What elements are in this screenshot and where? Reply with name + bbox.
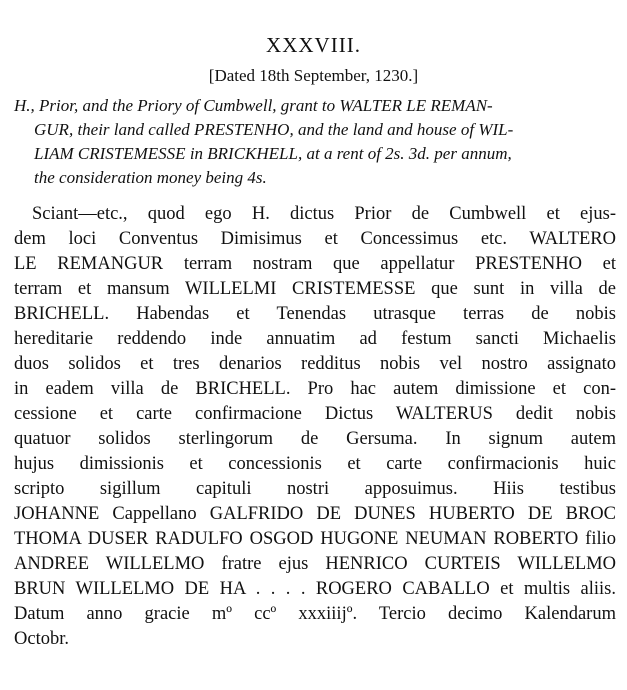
- summary-line: GUR, their land called PRESTENHO, and the land and house of WIL-: [34, 120, 514, 139]
- body-line: cessione et carte confirmacione Dictus WALTERUS dedit nobis: [14, 404, 616, 424]
- charter-text: [14, 202, 616, 652]
- body-line: hereditarie reddendo inde annuatim ad festum sancti Michaelis: [14, 329, 616, 349]
- body-line: scripto sigillum capituli nostri apposuimus. Hiis testibus: [14, 479, 616, 499]
- body-line: terram et mansum WILLELMI CRISTEMESSE que sunt in villa de: [14, 279, 616, 299]
- summary-line: H., Prior, and the Priory of Cumbwell, grant to WALTER LE REMAN-: [14, 96, 493, 115]
- body-line: Octobr.: [14, 629, 69, 649]
- body-line: BRUN WILLELMO DE HA . . . . ROGERO CABALLO et multis aliis.: [14, 579, 616, 599]
- summary-paragraph: [14, 94, 614, 190]
- body-line: quatuor solidos sterlingorum de Gersuma. In signum autem: [14, 429, 616, 449]
- document-heading: XXXVIII.: [266, 33, 361, 57]
- body-line: Sciant—etc., quod ego H. dictus Prior de Cumbwell et ejus-: [32, 204, 616, 224]
- summary-line: LIAM CRISTEMESSE in BRICKHELL, at a rent of 2s. 3d. per annum,: [34, 144, 512, 163]
- body-line: Datum anno gracie mº ccº xxxiiijº. Tercio decimo Kalendarum: [14, 604, 616, 624]
- body-line: duos solidos et tres denarios redditus nobis vel nostro assignato: [14, 354, 616, 374]
- summary-line: the consideration money being 4s.: [34, 168, 267, 187]
- body-line: THOMA DUSER RADULFO OSGOD HUGONE NEUMAN ROBERTO filio: [14, 529, 616, 549]
- body-line: dem loci Conventus Dimisimus et Concessimus etc. WALTERO: [14, 229, 616, 249]
- body-line: ANDREE WILLELMO fratre ejus HENRICO CURTEIS WILLELMO: [14, 554, 616, 574]
- body-line: hujus dimissionis et concessionis et carte confirmacionis huic: [14, 454, 616, 474]
- body-line: LE REMANGUR terram nostram que appellatur PRESTENHO et: [14, 254, 616, 274]
- body-line: BRICHELL. Habendas et Tenendas utrasque terras de nobis: [14, 304, 616, 324]
- body-line: in eadem villa de BRICHELL. Pro hac autem dimissione et con-: [14, 379, 616, 399]
- date-line: [Dated 18th September, 1230.]: [208, 66, 419, 85]
- body-line: JOHANNE Cappellano GALFRIDO DE DUNES HUBERTO DE BROC: [14, 504, 616, 524]
